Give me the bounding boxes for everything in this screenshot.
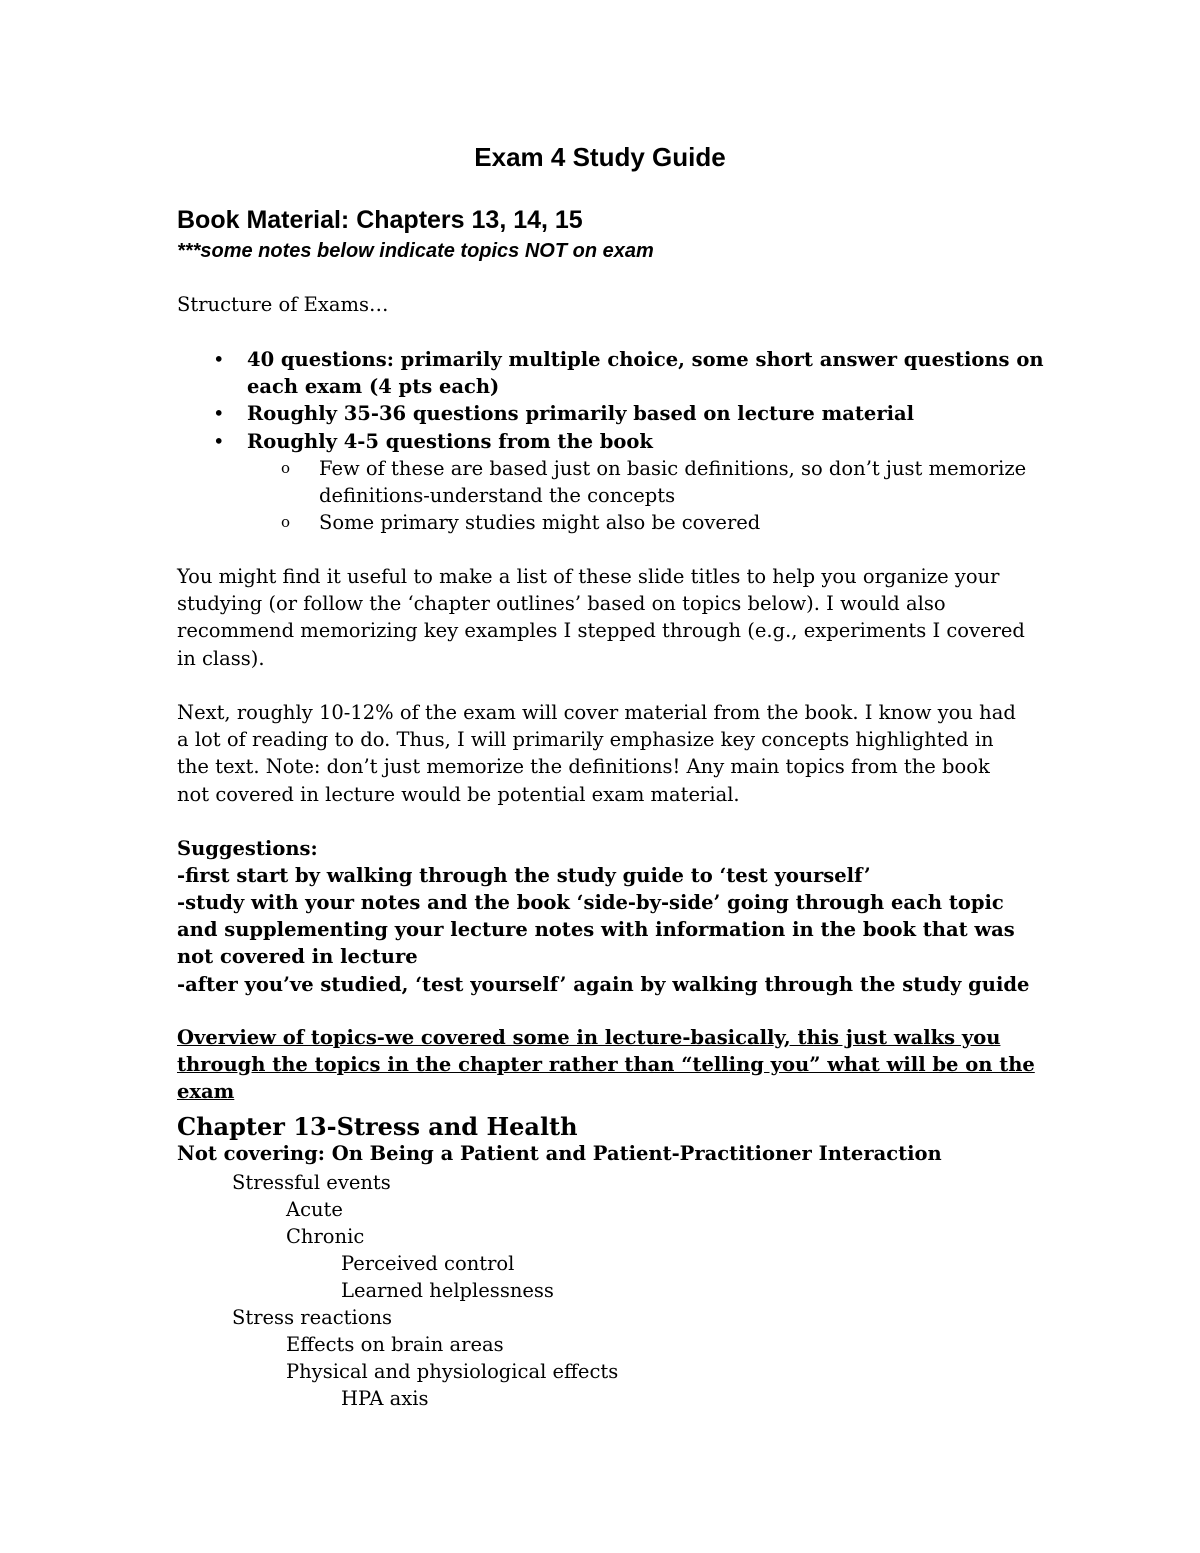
sub-bullet-text: Few of these are based just on basic definitions, so don’t just memorize definitions-understand the concepts	[319, 456, 1027, 508]
bullet-item	[177, 428, 1057, 537]
bullet-icon: •	[213, 402, 225, 426]
bullet-item	[177, 400, 1057, 427]
chapter-13-title: Chapter 13-Stress and Health	[177, 1112, 578, 1141]
overview-of-topics: Overview of topics-we covered some in lecture-basically, this just walks you through the topics in the chapter rather than “telling you” what will be on the exam	[177, 1026, 1035, 1104]
suggestion-item: -first start by walking through the study guide to ‘test yourself’	[177, 864, 871, 887]
sub-bullet-list	[247, 455, 1057, 537]
outline-item: Acute	[286, 1198, 343, 1221]
sub-bullet-item	[247, 455, 1057, 509]
outline-item: Stress reactions	[232, 1306, 393, 1329]
bullet-item	[177, 346, 1057, 400]
circle-bullet-icon: o	[281, 458, 291, 477]
outline-item: Perceived control	[341, 1252, 515, 1275]
page-title: Exam 4 Study Guide	[474, 142, 726, 172]
outline-item: HPA axis	[341, 1387, 429, 1410]
outline-item: Effects on brain areas	[286, 1333, 504, 1356]
suggestion-item: -study with your notes and the book ‘side-by-side’ going through each topic and supplementing your lecture notes with information in the book that was not covered in lecture	[177, 891, 1015, 969]
sub-bullet-text: Some primary studies might also be covered	[319, 511, 761, 535]
book-material-note: ***some notes below indicate topics NOT on exam	[177, 240, 654, 262]
sub-bullet-item	[247, 509, 1057, 536]
bullet-icon: •	[213, 429, 225, 453]
outline-item: Physical and physiological effects	[286, 1360, 619, 1383]
circle-bullet-icon: o	[281, 513, 291, 532]
bullet-icon: •	[213, 348, 225, 371]
outline-item: Learned helplessness	[341, 1279, 554, 1302]
outline-item: Chronic	[286, 1225, 365, 1248]
bullet-text: 40 questions: primarily multiple choice, some short answer questions on each exam (4 pts each)	[247, 348, 1044, 399]
bullet-text: Roughly 35-36 questions primarily based on lecture material	[247, 402, 915, 426]
outline-item: Stressful events	[232, 1171, 391, 1194]
structure-bullet-list	[177, 346, 1057, 536]
bullet-text: Roughly 4-5 questions from the book	[247, 429, 653, 453]
book-material-heading: Book Material: Chapters 13, 14, 15	[177, 206, 583, 234]
suggestions-heading: Suggestions:	[177, 837, 318, 860]
not-covering-note: Not covering: On Being a Patient and Patient-Practitioner Interaction	[177, 1142, 942, 1165]
paragraph-book-material: Next, roughly 10-12% of the exam will cover material from the book. I know you had a lot of reading to do. Thus, I will primarily emphasize key concepts highlighted in the text. Note: don’t just memorize the definitions! Any main topics from the book not covered in lecture would be potential exam material.	[177, 701, 1016, 806]
structure-heading: Structure of Exams…	[177, 293, 389, 316]
paragraph-slide-titles: You might find it useful to make a list of these slide titles to help you organize your studying (or follow the ‘chapter outlines’ based on topics below). I would also recommend memorizing key examples I stepped through (e.g., experiments I covered in class).	[177, 565, 1025, 670]
suggestion-item: -after you’ve studied, ‘test yourself’ again by walking through the study guide	[177, 973, 1030, 996]
